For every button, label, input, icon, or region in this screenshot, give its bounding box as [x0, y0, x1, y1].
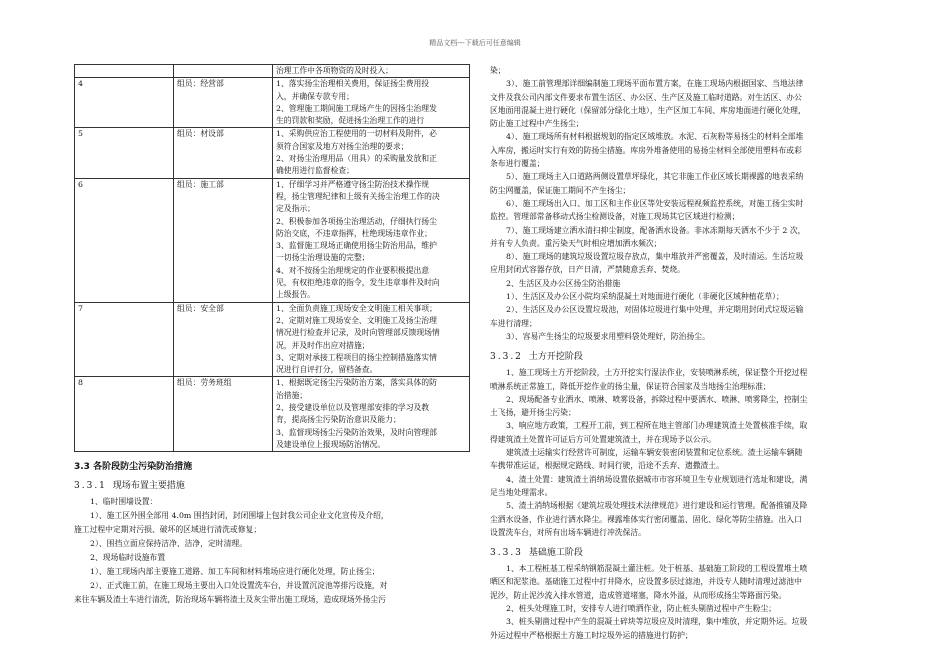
text-line: 防止施工过程中产生扬尘；: [490, 119, 584, 129]
text-line: 车进行清理；: [490, 318, 537, 328]
left-column: [74, 64, 470, 607]
subsection-title-2: 3.3.2 土方开挖阶段: [490, 352, 583, 363]
table-cell-group: 组员：施工部: [174, 178, 273, 302]
text-line: 3、桩头剔凿过程中产生的混凝土碎块等垃圾应及时清理，集中堆放，并定期外运。垃圾: [506, 617, 808, 627]
text-line: 5）、施工现场主入口道路两侧设置草坪绿化，其它非施工作业区域长期裸露的地表采纳: [506, 172, 804, 182]
table-row: [75, 302, 470, 377]
duty-line: 确使用进行监督检查；: [276, 166, 354, 176]
table-cell-number: 6: [75, 178, 174, 302]
text-line: 监控。管理部常备移动式扬尘检测设备，对施工现场其它区域进行检测；: [490, 212, 740, 222]
duty-line: 育，提高扬尘污染防治意识及能力；: [276, 415, 401, 425]
text-line: 入库房，搬运时实行有效的防扬尘措施。库房外堆备使用的易扬尘材料全部使用塑料布或彩: [490, 145, 802, 155]
duty-line: 一切扬尘治理设施的完整；: [276, 253, 370, 263]
duty-line: 程，扬尘管理纪律和上级有关扬尘治理工作的决: [276, 191, 440, 201]
duty-line: 2、管理施工期间施工现场产生的因扬尘治理发: [276, 103, 437, 113]
text-line: 施工过程中定期对污损、破坏的区域进行清洗或修复；: [74, 525, 262, 535]
text-line: 土飞扬，避开扬尘污染；: [490, 408, 576, 418]
text-line: 泥沙，防止泥沙流入排水管道，造成管道堵塞，降水外溢，从而形成扬尘等路面污染。: [490, 590, 787, 600]
text-line: 防尘网覆盖，保证施工期间不产生扬尘；: [490, 185, 631, 195]
text-line: 2）、正式施工前，在施工现场主要出入口处设置洗车台，并设置沉淀池等排污设施，对: [90, 581, 388, 591]
table-cell-text: 治理工作中各项物资的及时投入；: [273, 65, 470, 78]
text-line: 2、桩头处理施工时，安排专人进行喷洒作业，防止桩头剔凿过程中产生粉尘；: [506, 603, 777, 613]
text-line: 建筑渣土运输实行经营许可制度，运输车辆安装密闭装置和定位系统。渣土运输车辆随: [506, 448, 803, 458]
duty-line: 定及指示；: [276, 204, 315, 214]
text-line: 7）、施工现场建立洒水清扫抑尘制度，配备洒水设备。非冰冻期每天洒水不少于 2 次，: [506, 225, 806, 235]
text-line: 喷淋系统正常施工，降低开挖作业的扬尘量，保证符合国家及当地扬尘治理标准；: [490, 381, 771, 391]
table-row: [75, 128, 470, 178]
text-line: 文件及我公司内部文件要求布置生活区、办公区、生产区及施工临时道路。对生活区、办公: [490, 92, 802, 102]
duty-line: 1、根据既定扬尘污染防治方案，落实具体的防: [276, 378, 437, 388]
duty-line: 2、对扬尘治理用品（用具）的采购量发放和正: [276, 154, 437, 164]
text-line: 外运过程中严格根据土方施工时垃圾外运的措施进行防护；: [490, 630, 693, 640]
section-title: 3.3 各阶段防尘污染防治措施: [74, 462, 193, 473]
table-cell-group: 组员：安全部: [174, 302, 273, 377]
text-line: 设置洗车台，对所有出场车辆进行冲洗保洁。: [490, 527, 646, 537]
text-line: 1、本工程桩基工程采纳钢筋混凝土灌注桩。处于桩基、基础施工阶段的工程设置堆土喷: [506, 564, 808, 574]
table-cell-number: 8: [75, 377, 174, 452]
text-line: 车携带准运证，根据规定路线、时间行驶，沿途不丢弃、遗撒渣土。: [490, 461, 724, 471]
text-line: 2）、围挡立面应保持洁净、洁净，定时清理。: [90, 539, 247, 549]
duty-line: 4、对不按扬尘治理规定的作业要积极提出意: [276, 265, 430, 275]
text-line: 并有专人负责。重污染天气时相应增加洒水频次；: [490, 238, 662, 248]
table-row-continuation: [75, 65, 470, 78]
table-cell-duties: [273, 78, 470, 128]
duty-line: 须符合国家及地方对扬尘治理的要求；: [276, 141, 409, 151]
text-line: 区地面用混凝土进行硬化（保留部分绿化土地），生产区加工车间、库房地面进行硬化处理，: [490, 105, 806, 115]
table-row: [75, 78, 470, 128]
duty-line: 1、全面负责施工现场安全文明施工相关事项；: [276, 303, 437, 313]
text-line: 足当地处理需求。: [490, 487, 553, 497]
duty-line: 见，有权拒绝违章的指令，发生违章事件及时向: [276, 278, 440, 288]
text-line: 5、渣土消纳场根据《建筑垃圾处理技术法律规范》进行建设和运行管理。配备推铺及降: [506, 501, 808, 511]
table-cell-duties: [273, 377, 470, 452]
duty-line: 1、落实扬尘治理相关费用，保证扬尘费用投: [276, 79, 430, 89]
duty-line: 1、采购供应治工程使用的一切材料及附件，必: [276, 129, 437, 139]
left-paragraphs: [74, 495, 470, 607]
text-line: 2、现场配备专业洒水、喷淋、喷雾设备，拆除过程中要洒水、喷淋、喷雾降尘，控制尘: [506, 394, 808, 404]
duty-line: 生的罚款和奖励，促进扬尘治理工作的进行: [276, 116, 425, 126]
text-line: 6）、施工现场出入口、加工区和主作业区等处安装远程视频监控系统，对施工扬尘实时: [506, 198, 804, 208]
duty-line: 入，并确保专款专用；: [276, 91, 354, 101]
duty-line: 2、定期对施工现场安全、文明施工及扬尘治理: [276, 315, 437, 325]
table-cell-group: 组员：材设部: [174, 128, 273, 178]
duty-table: [74, 64, 470, 452]
text-line: 条布进行覆盖；: [490, 159, 545, 169]
text-line: 1）、生活区及办公区小院均采纳混凝土对地面进行硬化（非硬化区域种植花草）；: [506, 292, 784, 302]
text-line: 2）、生活区及办公区设置垃圾池，对固体垃圾进行集中处理，并定期用封闭式垃圾运输: [506, 305, 804, 315]
text-line: 3）、施工前管理部详细编制施工现场平面布置方案，在施工现场内根据国家、当地法律: [506, 79, 804, 89]
right-column: [490, 64, 894, 642]
text-line: 应用封闭式容器存放，日产日清，严禁随意丢弃、焚烧。: [490, 265, 685, 275]
text-line: 1）、施工现场内部主要施工道路、加工车间和材料堆场应进行硬化处理，防止扬尘；: [90, 567, 380, 577]
duty-line: 3、监督施工现场正确使用扬尘防治用品，维护: [276, 241, 437, 251]
text-line: 1、施工现场土方开挖阶段，土方开挖实行湿法作业，安装喷淋系统，保证整个开挖过程: [506, 368, 808, 378]
text-line: 尘洒水设备，作业进行洒水降尘。裸露堆体实行密闭覆盖、固化、绿化等防尘措施。出入口: [490, 514, 802, 524]
duty-line: 况进行自评打分，留档备查。: [276, 365, 378, 375]
duty-line: 及建设单位上报现场防治情况。: [276, 439, 386, 449]
text-line: 1）、施工区外围全部用 4.0m 围挡封闭，封闭围墙上包封我公司企业文化宣传及介绍，: [90, 511, 389, 521]
subsection-title-3: 3.3.3 基础施工阶段: [490, 548, 583, 559]
subsection-title-1: 3.3.1 现场布置主要措施: [74, 481, 185, 492]
duty-line: 防治交底，不违章指挥，杜绝现场违章作业；: [276, 228, 432, 238]
duty-line: 治措施；: [276, 390, 308, 400]
text-line: 3）、容易产生扬尘的垃圾要求用塑料袋处理好，防治扬尘。: [506, 331, 710, 341]
table-cell-group: 组员：劳务班组: [174, 377, 273, 452]
text-line: 1、临时围墙设置：: [90, 497, 158, 507]
duty-line: 况，并及时作出应对措施；: [276, 340, 370, 350]
duty-line: 情况进行检查并记录，及时向管理部反馈现场情: [276, 328, 440, 338]
right-paragraphs-2: [490, 366, 894, 539]
duty-line: 2、积极参加各项扬尘治理活动，仔细执行扬尘: [276, 216, 437, 226]
duty-line: 3、定期对承接工程项目的扬尘控制措施落实情: [276, 352, 437, 362]
table-row: [75, 377, 470, 452]
text-line: 晒区和泥浆池。基础施工过程中打井降水，应设置多层过滤池，并设专人随时清理过滤池中: [490, 577, 802, 587]
text-line: 染；: [490, 66, 506, 75]
table-cell-duties: [273, 128, 470, 178]
table-cell-number: 7: [75, 302, 174, 377]
duty-line: 上级报告。: [276, 290, 315, 300]
text-line: 来往车辆及渣土车进行清洗，防治现场车辆将渣土及灰尘带出施工现场，造成现场外扬尘污: [74, 595, 386, 605]
duty-line: 2、接受建设单位以及管理部安排的学习及教: [276, 403, 430, 413]
header-note: 精品文档---下载后可任意编辑: [429, 39, 521, 47]
table-cell-duties: [273, 302, 470, 377]
table-cell-number: 4: [75, 78, 174, 128]
text-line: 3、响应地方政策，工程开工前，到工程所在地主管部门办理建筑渣土处置核准手续，取: [506, 421, 808, 431]
duty-line: 1、仔细学习并严格遵守扬尘防治技术操作规: [276, 179, 430, 189]
table-cell-group: 组员：经营部: [174, 78, 273, 128]
duty-line: 3、监督现场扬尘污染防治效果，及时向管理部: [276, 427, 437, 437]
text-line: 4）、施工现场所有材料根据规划的指定区域堆放。水泥、石灰粉等易扬尘的材料全部堆: [506, 132, 804, 142]
text-line: 2、生活区及办公区扬尘防治措施: [506, 278, 621, 288]
text-line: 8）、施工现场的建筑垃圾设置垃圾存放点，集中堆放并严密覆盖，及时清运。生活垃圾: [506, 252, 804, 262]
table-cell-duties: [273, 178, 470, 302]
right-paragraphs-3: [490, 562, 894, 642]
table-row: [75, 178, 470, 302]
text-line: 得建筑渣土处置许可证后方可处置建筑渣土，并在现场予以公示。: [490, 434, 717, 444]
right-paragraphs-1: [490, 64, 894, 343]
text-line: 4、渣土处置：建筑渣土消纳场设置依据城市市容环境卫生专业规划进行选址和建设，满: [506, 474, 808, 484]
table-cell-number: 5: [75, 128, 174, 178]
text-line: 2、现场临时设施布置: [90, 553, 166, 563]
